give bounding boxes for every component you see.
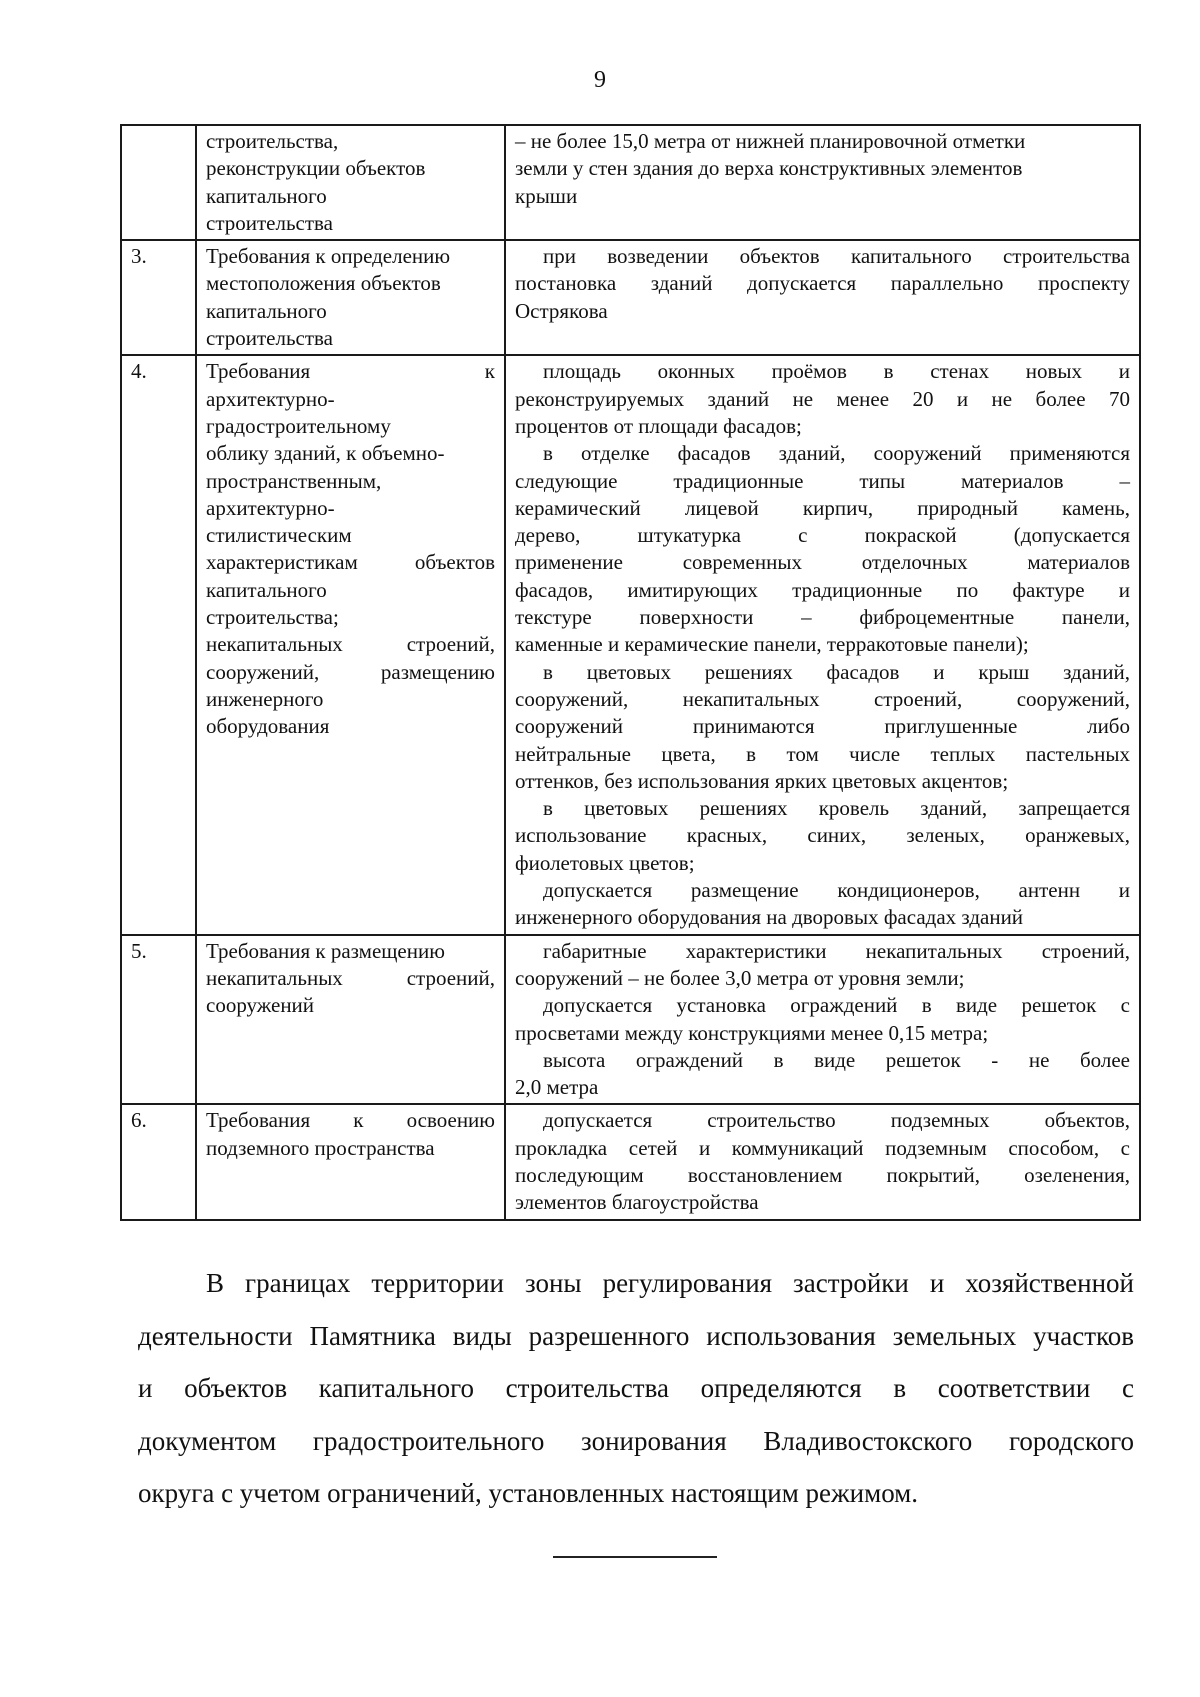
requirement-name-line: Требования к определению <box>206 244 451 269</box>
requirement-text-line: каменные и керамические панели, терракотовые панели); <box>515 632 1029 657</box>
row-number: 4. <box>131 359 147 384</box>
requirement-text-line: использование красных, синих, зеленых, оранжевых, <box>515 823 1130 848</box>
requirement-name-line: некапитальных строений, <box>206 965 495 990</box>
row-number-cell <box>121 1104 196 1219</box>
requirement-name-line: сооружений, размещению <box>206 659 495 684</box>
requirement-text-line: земли у стен здания до верха конструктивных элементов <box>515 156 1023 181</box>
requirement-text-line: допускается установка ограждений в виде решеток с <box>543 993 1130 1018</box>
requirement-name-line: сооружений <box>206 993 315 1018</box>
requirement-name-cell <box>196 935 505 1105</box>
requirement-text-line: постановка зданий допускается параллельно проспекту <box>515 271 1130 296</box>
requirement-text-line: при возведении объектов капитального строительства <box>543 244 1130 269</box>
requirement-text-line: реконструируемых зданий не менее 20 и не более 70 <box>515 386 1130 411</box>
requirement-text-line: габаритные характеристики некапитальных строений, <box>543 938 1130 963</box>
requirement-name-line: пространственным, <box>206 468 382 493</box>
row-number: 6. <box>131 1108 147 1133</box>
row-number-cell <box>121 240 196 355</box>
requirement-name-cell <box>196 240 505 355</box>
requirement-name-line: подземного пространства <box>206 1135 435 1160</box>
requirement-name-line: строительства; <box>206 605 339 630</box>
requirement-text-line: высота ограждений в виде решеток - не более <box>543 1047 1130 1072</box>
requirement-text-line: керамический лицевой кирпич, природный камень, <box>515 495 1130 520</box>
requirement-text-line: дерево, штукатурка с покраской (допускается <box>515 523 1130 548</box>
row-number-cell <box>121 125 196 240</box>
requirement-name-cell <box>196 355 505 934</box>
requirement-name-line: строительства, <box>206 129 339 153</box>
requirement-text-line: процентов от площади фасадов; <box>515 413 802 438</box>
table-row <box>121 1104 1140 1219</box>
requirement-text-line: текстуре поверхности – фиброцементные панели, <box>515 605 1130 630</box>
requirement-text-line: инженерного оборудования на дворовых фасадах зданий <box>515 905 1024 930</box>
row-number: 3. <box>131 244 147 269</box>
requirement-name-line: капитального <box>206 183 327 208</box>
requirement-name-line: строительства <box>206 326 334 351</box>
requirement-name-line: градостроительному <box>206 413 391 438</box>
requirement-text-line: 2,0 метра <box>515 1075 599 1100</box>
requirement-name-line: местоположения объектов <box>206 271 441 296</box>
requirement-text-line: в отделке фасадов зданий, сооружений применяются <box>543 441 1130 466</box>
paragraph-line: деятельности Памятника виды разрешенного использования земельных участков <box>138 1320 1134 1351</box>
requirement-name-line: оборудования <box>206 714 330 739</box>
requirement-text-line: – не более 15,0 метра от нижней планировочной отметки <box>515 129 1026 153</box>
row-number: 5. <box>131 938 147 963</box>
requirement-name-line: капитального <box>206 298 327 323</box>
paragraph-line: округа с учетом ограничений, установленных настоящим режимом. <box>138 1478 919 1508</box>
requirement-text-line: Острякова <box>515 298 608 323</box>
requirement-text-line: последующим восстановлением покрытий, озеленения, <box>515 1162 1130 1187</box>
regulations-table <box>120 124 1141 1221</box>
requirement-name-cell <box>196 1104 505 1219</box>
requirement-name-line: строительства <box>206 210 334 235</box>
requirement-name-cell <box>196 125 505 240</box>
requirement-name-line: характеристикам объектов <box>206 550 495 575</box>
table-row <box>121 240 1140 355</box>
requirement-text-line: просветами между конструкциями менее 0,15 метра; <box>515 1020 989 1045</box>
table-row <box>121 125 1140 240</box>
requirement-text-line: сооружений – не более 3,0 метра от уровня земли; <box>515 965 965 990</box>
requirement-text-line: в цветовых решениях кровель зданий, запрещается <box>543 796 1130 821</box>
requirement-name-line: капитального <box>206 577 327 602</box>
requirement-text-line: допускается размещение кондиционеров, антенн и <box>543 878 1130 903</box>
body-paragraph <box>138 1257 1134 1520</box>
requirement-text-cell <box>505 355 1140 934</box>
requirement-name-line: Требования к размещению <box>206 938 445 963</box>
requirement-name-line: архитектурно- <box>206 495 335 520</box>
requirement-text-line: элементов благоустройства <box>515 1190 759 1215</box>
paragraph-line: В границах территории зоны регулирования застройки и хозяйственной <box>206 1268 1134 1298</box>
requirement-text-line: допускается строительство подземных объектов, <box>543 1108 1130 1133</box>
requirement-text-line: нейтральные цвета, в том числе теплых пастельных <box>515 741 1130 766</box>
requirement-name-line: Требования к освоению <box>206 1108 495 1133</box>
requirement-name-line: архитектурно- <box>206 386 335 411</box>
requirement-text-line: сооружений, некапитальных строений, сооружений, <box>515 686 1130 711</box>
table-body <box>121 125 1140 1220</box>
page-number: 9 <box>594 67 606 93</box>
requirement-text-cell <box>505 935 1140 1105</box>
table-row <box>121 935 1140 1105</box>
requirement-name-line: инженерного <box>206 686 324 711</box>
requirement-text-line: в цветовых решениях фасадов и крыш зданий, <box>543 659 1130 684</box>
requirement-text-cell <box>505 125 1140 240</box>
requirement-text-line: фасадов, имитирующих традиционные по фактуре и <box>515 577 1130 602</box>
paragraph-line: и объектов капитального строительства определяются в соответствии с <box>138 1373 1134 1403</box>
row-number-cell <box>121 935 196 1105</box>
requirement-name-line: реконструкции объектов <box>206 156 426 181</box>
requirement-text-line: оттенков, без использования ярких цветовых акцентов; <box>515 768 1009 793</box>
requirement-name-line: стилистическим <box>206 523 352 548</box>
requirement-text-line: площадь оконных проёмов в стенах новых и <box>543 359 1130 384</box>
requirement-text-line: применение современных отделочных материалов <box>515 550 1130 575</box>
requirement-name-line: Требования к <box>206 359 495 384</box>
table-row <box>121 355 1140 934</box>
requirement-text-line: фиолетовых цветов; <box>515 850 695 875</box>
requirement-text-line: следующие традиционные типы материалов – <box>515 468 1130 493</box>
requirement-text-line: сооружений принимаются приглушенные либо <box>515 714 1130 739</box>
requirement-text-cell <box>505 1104 1140 1219</box>
requirement-text-line: крыши <box>515 183 578 208</box>
end-rule <box>553 1556 717 1558</box>
requirement-name-line: некапитальных строений, <box>206 632 495 657</box>
requirement-name-line: облику зданий, к объемно- <box>206 441 445 466</box>
paragraph-line: документом градостроительного зонирования Владивостокского городского <box>138 1425 1134 1456</box>
requirement-text-cell <box>505 240 1140 355</box>
row-number-cell <box>121 355 196 934</box>
requirement-text-line: прокладка сетей и коммуникаций подземным способом, с <box>515 1135 1130 1160</box>
